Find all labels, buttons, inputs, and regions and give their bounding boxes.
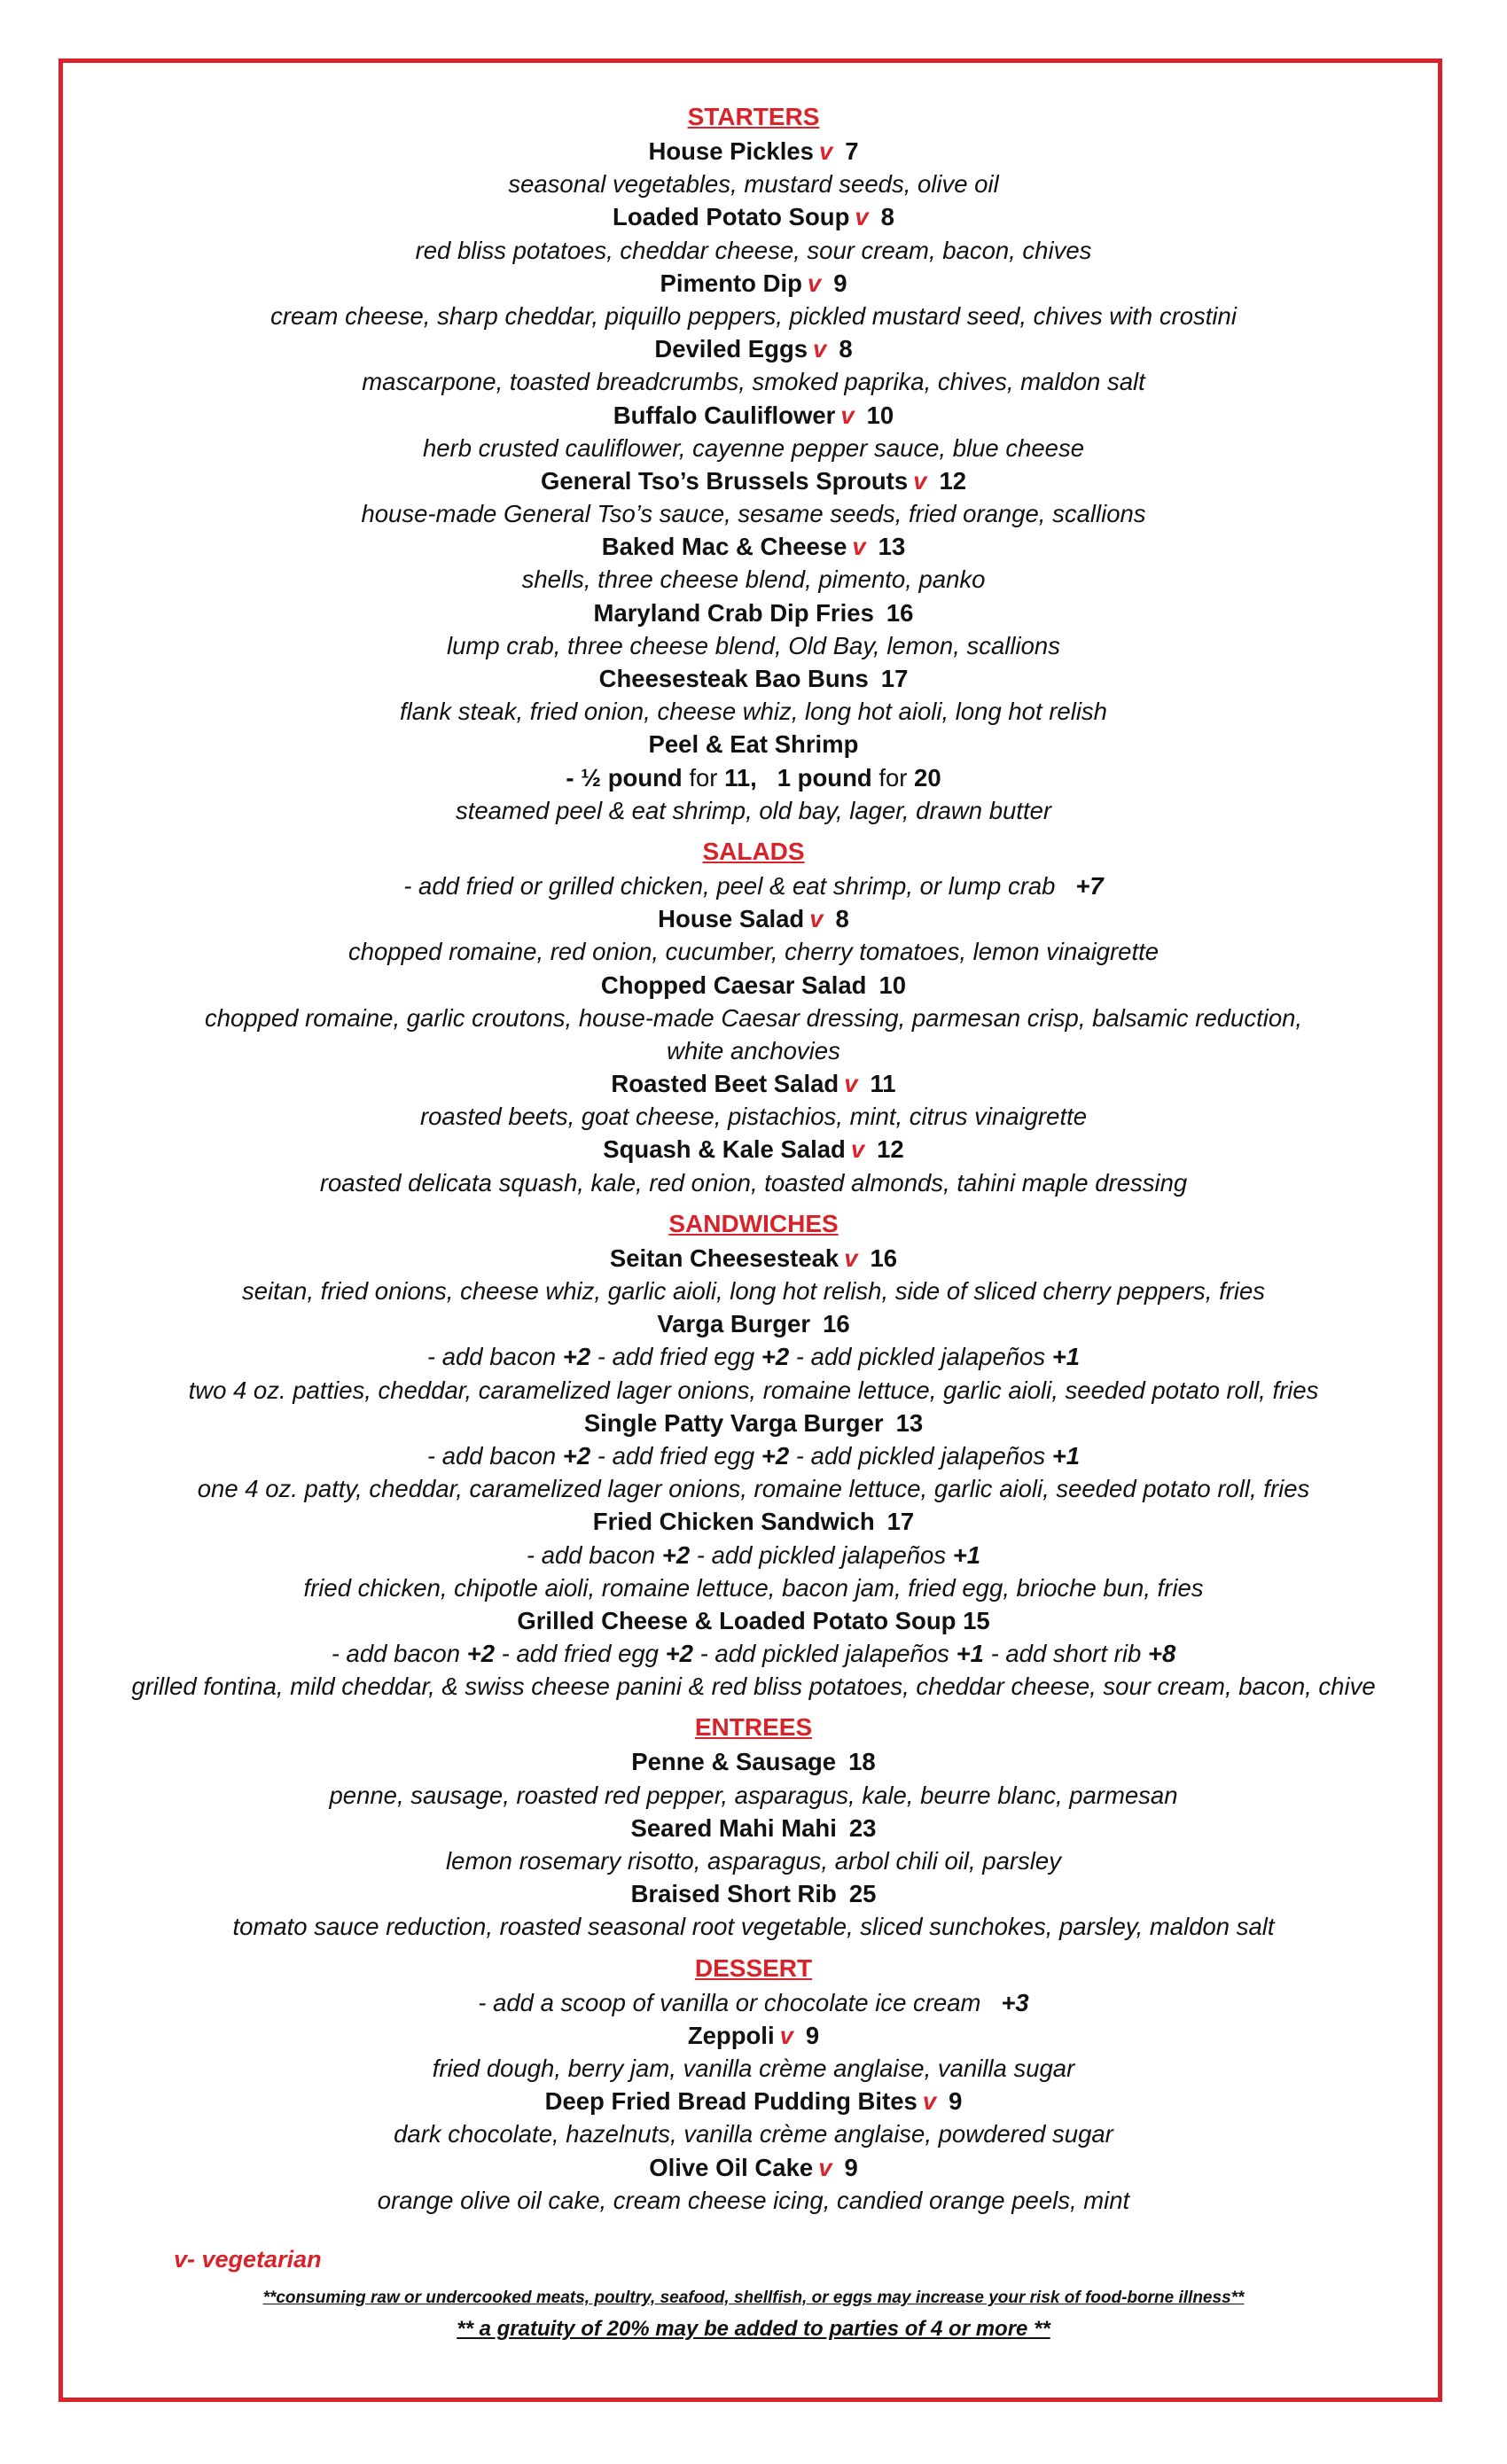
item-name: Pimento Dip [660,269,802,297]
vegetarian-mark: v [844,1070,858,1098]
option-price: 11, [724,763,757,791]
item-addons [98,1637,1409,1670]
item-price: 23 [848,1813,877,1842]
addon-text: - add bacon [331,1640,460,1668]
addon-text: - add pickled jalapeños [795,1343,1046,1371]
item-description: roasted delicata squash, kale, red onion, toasted almonds, tahini maple dressing [319,1168,1188,1197]
addon-price: +2 [761,1343,790,1371]
item-description: roasted beets, goat cheese, pistachios, mint, citrus vinaigrette [419,1103,1088,1131]
section-addon [98,1986,1409,2019]
menu-item [98,399,1409,432]
vegetarian-mark: v [779,2021,793,2049]
addon-price: +1 [1051,1441,1081,1470]
addon-text: - add fried egg [597,1441,755,1470]
item-price: 10 [866,401,894,429]
item-description: two 4 oz. patties, cheddar, caramelized lager onions, romaine lettuce, garlic aioli, seeded potato roll, fries [188,1376,1319,1404]
item-description: shells, three cheese blend, pimento, panko [521,565,986,594]
item-description: orange olive oil cake, cream cheese icing, candied orange peels, mint [377,2186,1130,2214]
addon-text: - add fried or grilled chicken, peel & eat shrimp, or lump crab [403,871,1056,900]
option-price: 20 [914,763,941,791]
addon-price: +3 [1001,1988,1029,2016]
addon-price: +2 [761,1441,790,1470]
section-heading-entrees: ENTREES [694,1713,813,1742]
addon-text: - add bacon [426,1441,557,1470]
addon-text: - add bacon [426,1343,557,1371]
addon-price: +2 [562,1441,591,1470]
vegetarian-legend: v- vegetarian [174,2246,322,2273]
item-price: 8 [880,203,894,231]
menu-item [98,1604,1409,1637]
item-addons [98,1340,1409,1373]
vegetarian-mark: v [913,466,927,495]
item-description: fried chicken, chipotle aioli, romaine lettuce, bacon jam, fried egg, brioche bun, fries [303,1573,1204,1602]
item-name: Chopped Caesar Salad [600,971,867,999]
item-description: mascarpone, toasted breadcrumbs, smoked paprika, chives, maldon salt [362,368,1145,396]
item-description: lump crab, three cheese blend, Old Bay, lemon, scallions [447,631,1060,659]
item-price: 25 [848,1880,877,1908]
item-description: herb crusted cauliflower, cayenne pepper sauce, blue cheese [422,433,1085,462]
item-description: tomato sauce reduction, roasted seasonal root vegetable, sliced sunchokes, parsley, maldon salt [232,1913,1275,1941]
item-price: 16 [870,1244,898,1272]
menu-item [98,969,1409,1002]
menu-item [98,1745,1409,1778]
item-name: Deviled Eggs [654,335,808,363]
item-name: General Tso’s Brussels Sprouts [540,466,909,495]
item-name: Penne & Sausage [631,1748,837,1776]
item-description: seasonal vegetables, mustard seeds, olive oil [508,170,999,199]
menu-item [98,597,1409,629]
item-addons [98,1539,1409,1571]
item-price: 9 [844,2153,858,2181]
item-price: 10 [878,971,907,999]
menu-item [98,1067,1409,1100]
item-name: Fried Chicken Sandwich [592,1508,875,1536]
vegetarian-mark: v [818,137,833,165]
item-name: Varga Burger [657,1310,811,1338]
option-for: for [689,763,718,791]
section-addon [98,869,1409,902]
item-name: Cheesesteak Bao Buns [598,665,869,692]
menu-item [98,1242,1409,1275]
vegetarian-mark: v [818,2153,832,2181]
menu-item [98,1133,1409,1166]
menu-item [98,2019,1409,2052]
item-name: Deep Fried Bread Pudding Bites [544,2087,917,2116]
vegetarian-mark: v [922,2087,937,2116]
addon-text: - add pickled jalapeños [696,1540,947,1569]
item-description: house-made General Tso’s sauce, sesame seeds, fried orange, scallions [361,500,1146,528]
item-price: 9 [805,2021,820,2049]
item-price: 7 [845,137,859,165]
addon-price: +8 [1147,1640,1176,1668]
section-heading-sandwiches: SANDWICHES [668,1209,839,1237]
vegetarian-mark: v [844,1244,858,1272]
item-description: penne, sausage, roasted red pepper, asparagus, kale, beurre blanc, parmesan [329,1781,1178,1809]
menu-item [98,200,1409,233]
addon-price: +2 [661,1540,691,1569]
section-heading-salads: SALADS [702,837,805,865]
menu-item [98,1307,1409,1340]
item-name: Olive Oil Cake [649,2153,814,2181]
menu-item [98,135,1409,168]
item-name: Single Patty Varga Burger [583,1408,884,1437]
item-name: House Pickles [648,137,814,165]
menu-item [98,267,1409,300]
item-name: House Salad [658,905,805,933]
item-name: Peel & Eat Shrimp [648,730,859,759]
addon-price: +1 [1051,1343,1081,1371]
menu-item [98,464,1409,497]
menu-item [98,902,1409,935]
addon-text: - add fried egg [597,1343,755,1371]
item-name: Roasted Beet Salad [611,1070,839,1098]
item-price: 16 [823,1310,850,1338]
menu-item [98,332,1409,365]
item-description: seitan, fried onions, cheese whiz, garlic aioli, long hot relish, side of sliced cherry peppers, fries [241,1277,1266,1305]
option-label: 1 pound [777,763,872,791]
item-description: fried dough, berry jam, vanilla crème anglaise, vanilla sugar [432,2054,1075,2082]
item-name: Grilled Cheese & Loaded Potato Soup [517,1606,957,1634]
addon-price: +1 [956,1640,984,1668]
item-description: dark chocolate, hazelnuts, vanilla crème anglaise, powdered sugar [394,2120,1113,2148]
item-description-cont: white anchovies [667,1036,840,1064]
item-price: 12 [939,466,967,495]
menu-item [98,2151,1409,2184]
menu-item [98,1505,1409,1538]
item-price: 13 [878,533,906,561]
item-description: lemon rosemary risotto, asparagus, arbol chili oil, parsley [446,1847,1061,1875]
section-heading-dessert: DESSERT [694,1953,813,1982]
item-price: 8 [839,335,853,363]
item-price: 9 [833,269,847,297]
addon-price: +7 [1075,871,1104,900]
menu-item [98,530,1409,563]
addon-price: +1 [952,1540,981,1569]
item-name: Loaded Potato Soup [613,203,850,231]
addon-text: - add fried egg [501,1640,659,1668]
item-description: flank steak, fried onion, cheese whiz, long hot aioli, long hot relish [400,698,1107,726]
item-addons [98,1439,1409,1472]
item-description: red bliss potatoes, cheddar cheese, sour cream, bacon, chives [415,236,1092,264]
item-price: 9 [949,2087,963,2116]
item-description: cream cheese, sharp cheddar, piquillo peppers, pickled mustard seed, chives with crostini [270,301,1237,330]
menu-item [98,1407,1409,1439]
item-price: 8 [835,905,849,933]
option-for: for [878,763,908,791]
menu-item [98,728,1409,760]
item-price: 18 [848,1748,876,1776]
vegetarian-mark: v [809,905,824,933]
item-name: Zeppoli [687,2021,775,2049]
item-price: 12 [877,1135,904,1164]
item-name: Braised Short Rib [630,1880,837,1908]
item-description: steamed peel & eat shrimp, old bay, lager, drawn butter [455,796,1052,824]
item-options [98,761,1409,794]
item-name: Baked Mac & Cheese [601,533,847,561]
item-description: chopped romaine, red onion, cucumber, cherry tomatoes, lemon vinaigrette [347,938,1160,966]
item-name: Seared Mahi Mahi [630,1813,837,1842]
menu-item [98,662,1409,695]
item-price: 11 [870,1070,896,1098]
item-price: 17 [880,665,909,692]
item-description: chopped romaine, garlic croutons, house-made Caesar dressing, parmesan crisp, balsamic reduction, [204,1003,1303,1032]
item-description: grilled fontina, mild cheddar, & swiss cheese panini & red bliss potatoes, cheddar cheese, sour cream, bacon, chive [131,1673,1376,1701]
addon-text: - add a scoop of vanilla or chocolate ice cream [478,1988,981,2016]
vegetarian-mark: v [813,335,827,363]
addon-text: - add bacon [526,1540,656,1569]
vegetarian-mark: v [840,401,855,429]
vegetarian-mark: v [852,533,866,561]
section-heading-starters: STARTERS [687,103,820,130]
food-safety-disclaimer: **consuming raw or undercooked meats, poultry, seafood, shellfish, or eggs may increase your risk of food-borne illness** [262,2289,1245,2307]
addon-text: - add short rib [990,1640,1142,1668]
gratuity-note: ** a gratuity of 20% may be added to parties of 4 or more ** [457,2317,1050,2341]
option-prefix: - ½ [566,763,602,791]
addon-text: - add pickled jalapeños [699,1640,949,1668]
item-name: Seitan Cheesesteak [609,1244,839,1272]
vegetarian-mark: v [807,269,822,297]
option-label: pound [607,763,683,791]
item-name: Maryland Crab Dip Fries [593,598,874,627]
item-price: 16 [886,598,914,627]
item-price: 15 [963,1606,990,1634]
menu [98,99,1409,2217]
menu-item [98,1812,1409,1844]
item-price: 17 [886,1508,915,1536]
vegetarian-mark: v [855,203,869,231]
addon-price: +2 [562,1343,591,1371]
item-name: Buffalo Cauliflower [613,401,836,429]
item-price: 13 [895,1408,924,1437]
addon-price: +2 [665,1640,693,1668]
addon-price: +2 [466,1640,495,1668]
menu-item [98,2085,1409,2117]
addon-text: - add pickled jalapeños [795,1441,1046,1470]
vegetarian-mark: v [850,1135,865,1164]
item-name: Squash & Kale Salad [603,1135,846,1164]
item-description: one 4 oz. patty, cheddar, caramelized lager onions, romaine lettuce, garlic aioli, seeded potato roll, fries [197,1475,1310,1503]
menu-item [98,1877,1409,1910]
